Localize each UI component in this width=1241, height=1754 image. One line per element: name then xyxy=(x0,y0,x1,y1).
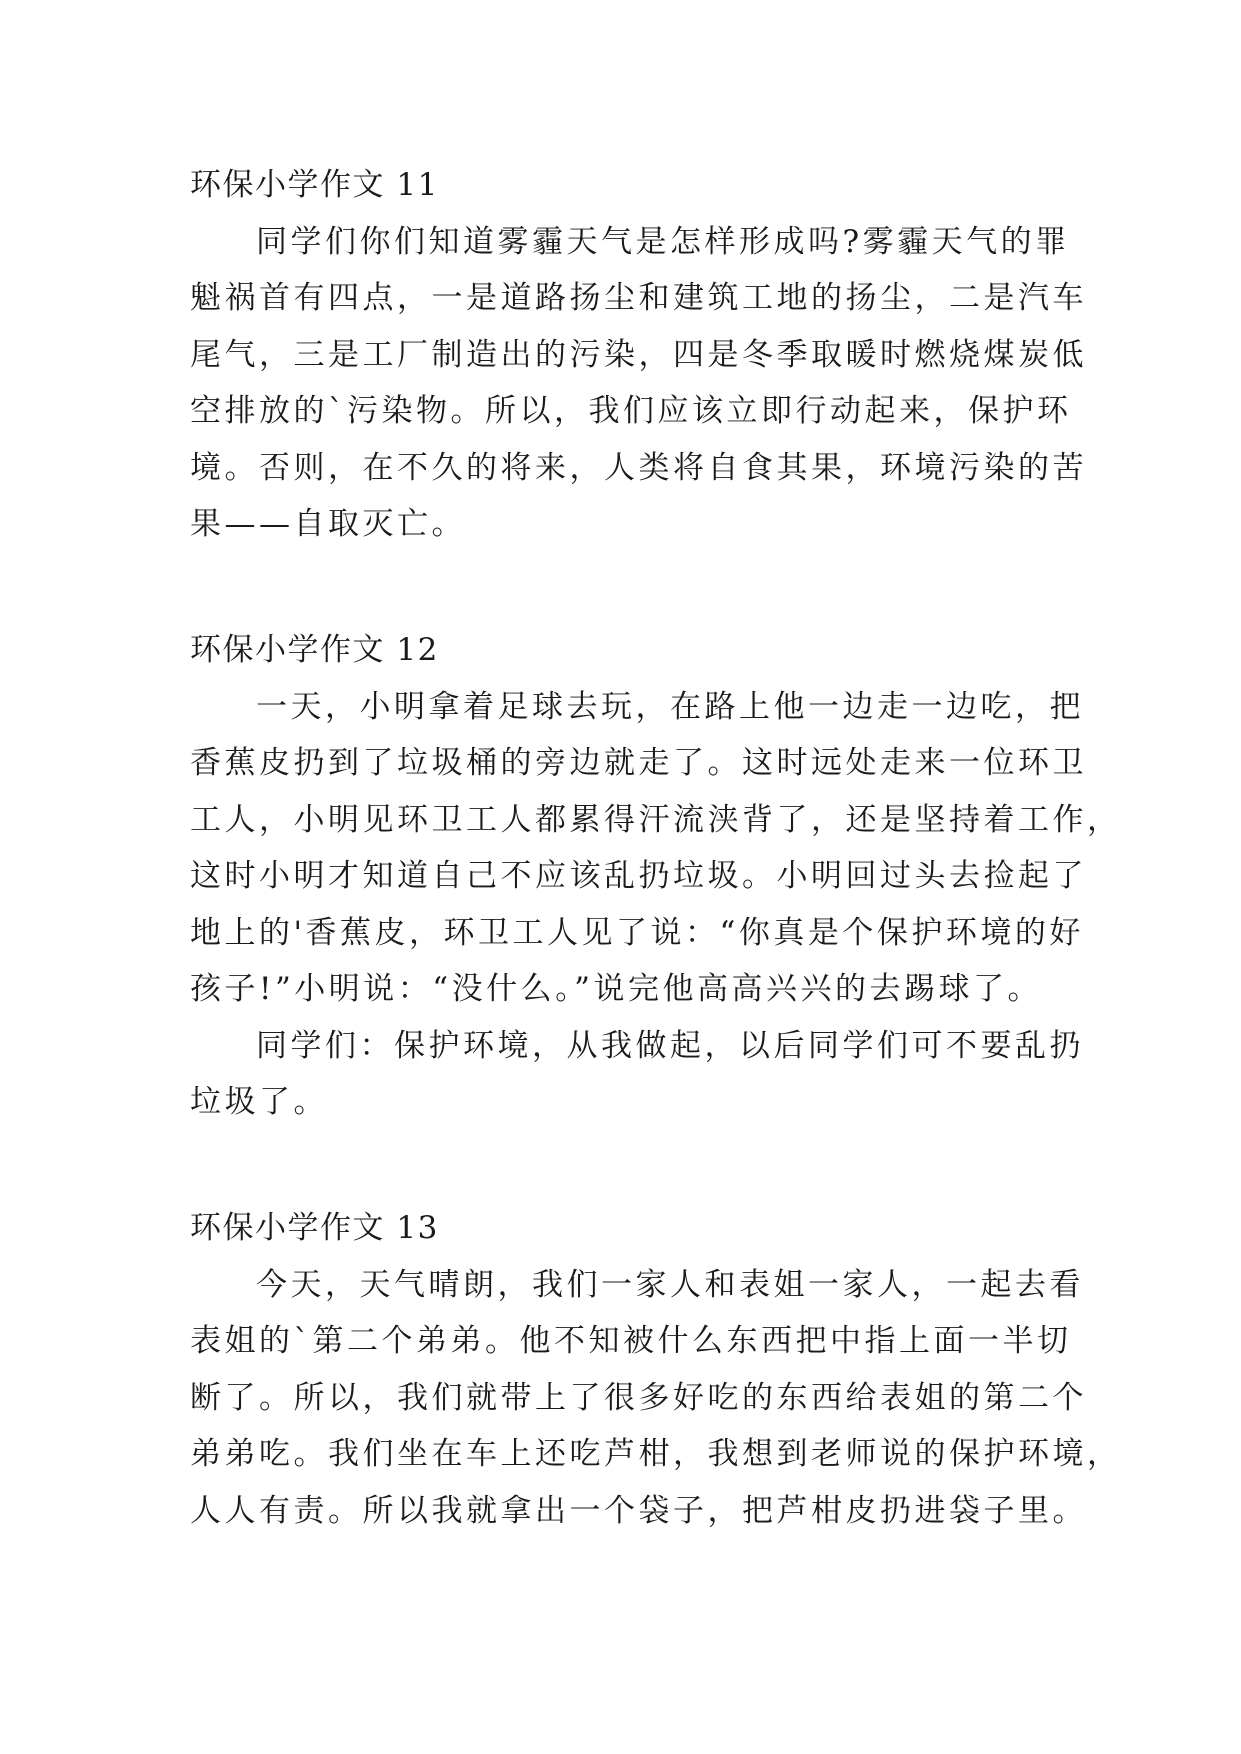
paragraph-line: 一天，小明拿着足球去玩，在路上他一边走一边吃，把 xyxy=(256,689,1084,725)
paragraph-line: 果——自取灭亡。 xyxy=(190,506,466,542)
paragraph-line: 人人有责。所以我就拿出一个袋子，把芦柑皮扔进袋子里。 xyxy=(190,1493,1087,1529)
paragraph-line: 魁祸首有四点，一是道路扬尘和建筑工地的扬尘，二是汽车 xyxy=(190,280,1087,316)
paragraph-line: 境。否则，在不久的将来，人类将自食其果，环境污染的苦 xyxy=(190,450,1087,486)
paragraph-line: 这时小明才知道自己不应该乱扔垃圾。小明回过头去捡起了 xyxy=(190,858,1087,894)
paragraph-line: 弟弟吃。我们坐在车上还吃芦柑，我想到老师说的保护环境， xyxy=(190,1436,1122,1472)
paragraph-line: 空排放的`污染物。所以，我们应该立即行动起来，保护环 xyxy=(190,393,1072,429)
paragraph-line: 孩子!”小明说：“没什么。”说完他高高兴兴的去踢球了。 xyxy=(190,971,1042,1007)
paragraph-line: 同学们你们知道雾霾天气是怎样形成吗?雾霾天气的罪 xyxy=(256,224,1070,260)
paragraph-line: 香蕉皮扔到了垃圾桶的旁边就走了。这时远处走来一位环卫 xyxy=(190,745,1087,781)
paragraph-line: 工人，小明见环卫工人都累得汗流浃背了，还是坚持着工作， xyxy=(190,802,1122,838)
paragraph-line: 尾气，三是工厂制造出的污染，四是冬季取暖时燃烧煤炭低 xyxy=(190,337,1087,373)
essay-heading: 环保小学作文 11 xyxy=(190,167,439,203)
paragraph-line: 今天，天气晴朗，我们一家人和表姐一家人，一起去看 xyxy=(256,1267,1084,1303)
paragraph-line: 断了。所以，我们就带上了很多好吃的东西给表姐的第二个 xyxy=(190,1380,1087,1416)
paragraph-line: 地上的'香蕉皮，环卫工人见了说：“你真是个保护环境的好 xyxy=(190,915,1084,951)
essay-heading: 环保小学作文 13 xyxy=(190,1210,439,1246)
paragraph-line: 垃圾了。 xyxy=(190,1084,328,1120)
paragraph-line: 表姐的`第二个弟弟。他不知被什么东西把中指上面一半切 xyxy=(190,1323,1072,1359)
paragraph-line: 同学们：保护环境，从我做起，以后同学们可不要乱扔 xyxy=(256,1028,1084,1064)
essay-heading: 环保小学作文 12 xyxy=(190,632,439,668)
